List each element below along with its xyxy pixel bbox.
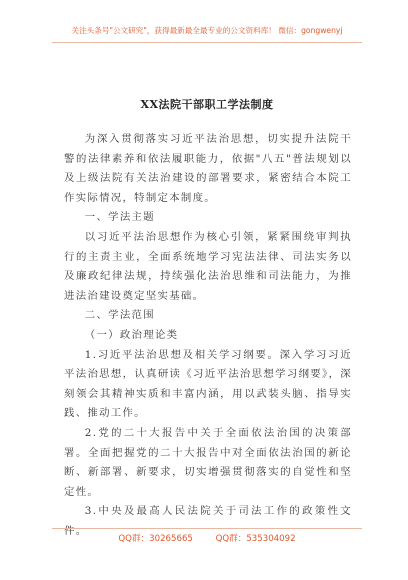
subsection-heading-political: （一）政治理论类 — [84, 328, 179, 341]
document-body — [64, 130, 352, 541]
header-banner: 关注头条号"公文研究"，获得最新最全最专业的公文资料库！ 微信：gongwenyj — [71, 26, 343, 35]
document-title: XX法院干部职工学法制度 — [140, 98, 274, 111]
qq-group-1: QQ群：30265665 — [118, 534, 193, 544]
paragraph-intro: 为深入贯彻落实习近平法治思想，切实提升法院干警的法律素养和依法履职能力，依据"八五"普法规划以及上级法院有关法治建设的部署要求，紧密结合本院工作实际情况，特制定本制度。 — [64, 133, 352, 204]
qq-group-2: QQ群：535304092 — [215, 534, 296, 544]
paragraph-item-3: 3.中央及最高人民法院关于司法工作的政策性文件。 — [64, 505, 352, 537]
section-heading-theme: 一、学法主题 — [84, 211, 155, 224]
section-heading-scope: 二、学法范围 — [84, 309, 155, 322]
paragraph-item-2: 2.党的二十大报告中关于全面依法治国的决策部署。全面把握党的二十大报告中对全面依法治国的新论断、新部署、新要求，切实增强贯彻落实的自觉性和坚定性。 — [64, 426, 352, 498]
footer-contact — [52, 532, 362, 544]
paragraph-item-1: 1.习近平法治思想及相关学习纲要。深入学习习近平法治思想，认真研读《习近平法治思想学习纲要》，深刻领会其精神实质和丰富内涵，用以武装头脑、指导实践、推动工作。 — [64, 348, 352, 420]
footer-divider — [52, 528, 362, 529]
paragraph-theme: 以习近平法治思想作为核心引领，紧紧围绕审判执行的主责主业，全面系统地学习宪法法律、司法实务以及廉政纪律法规，持续强化法治思维和司法能力，为推进法治建设奠定坚实基础。 — [64, 230, 352, 302]
header-divider — [52, 42, 362, 43]
